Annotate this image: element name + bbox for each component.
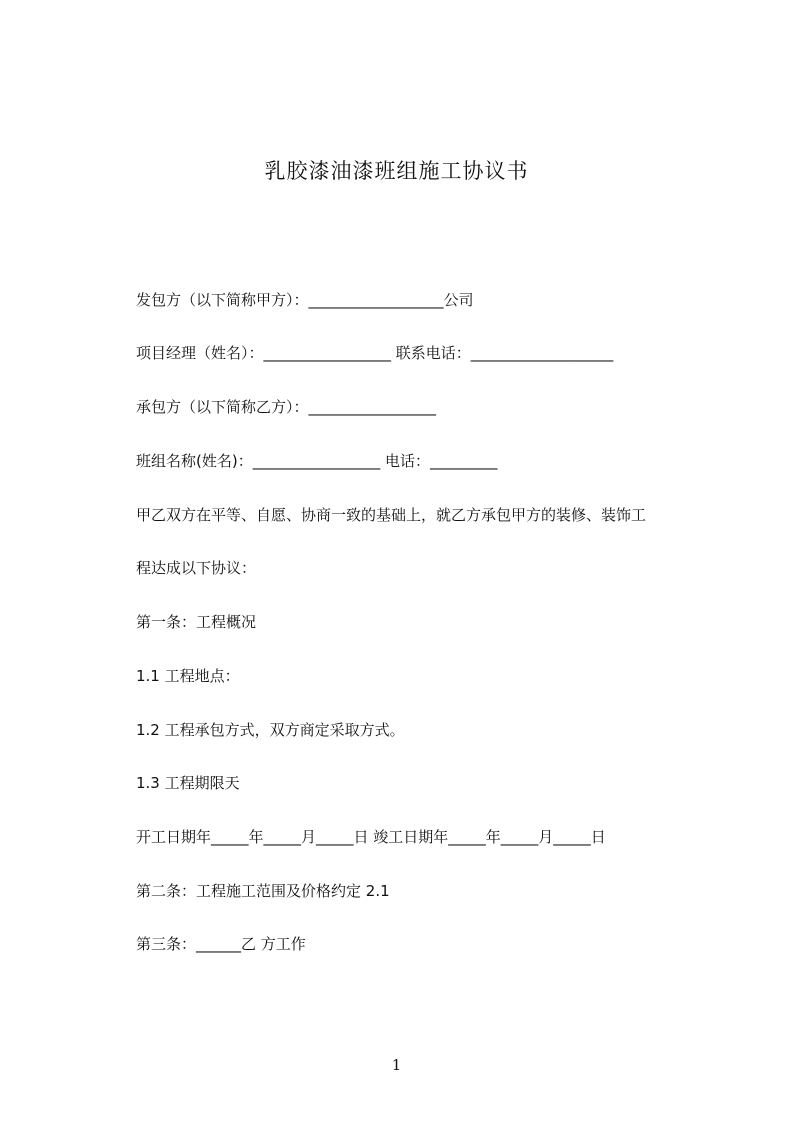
project-manager-line: 项目经理（姓名）：_________________ 联系电话：___________________ (136, 344, 614, 362)
article-3-heading: 第三条：______乙 方工作 (136, 935, 306, 953)
party-a-line: 发包方（以下简称甲方）：__________________公司 (136, 291, 474, 309)
team-name-line: 班组名称(姓名)：_________________ 电话：_________ (136, 452, 498, 470)
article-1-heading: 第一条：工程概况 (136, 613, 257, 631)
party-b-line: 承包方（以下简称乙方）：_________________ (136, 398, 437, 416)
clause-1-1: 1.1 工程地点： (136, 667, 240, 685)
page-number: 1 (391, 1056, 402, 1074)
agreement-intro-line-1: 甲乙双方在平等、自愿、协商一致的基础上，就乙方承包甲方的装修、装饰工 (136, 506, 647, 524)
document-title: 乳胶漆油漆班组施工协议书 (264, 159, 529, 184)
clause-1-3: 1.3 工程期限天 (136, 774, 240, 792)
agreement-intro-line-2: 程达成以下协议： (136, 559, 257, 577)
article-2-heading: 第二条：工程施工范围及价格约定 2.1 (136, 882, 390, 900)
clause-1-2: 1.2 工程承包方式，双方商定采取方式。 (136, 721, 405, 739)
dates-line: 开工日期年_____年_____月_____日 竣工日期年_____年_____月_____日 (136, 828, 606, 846)
